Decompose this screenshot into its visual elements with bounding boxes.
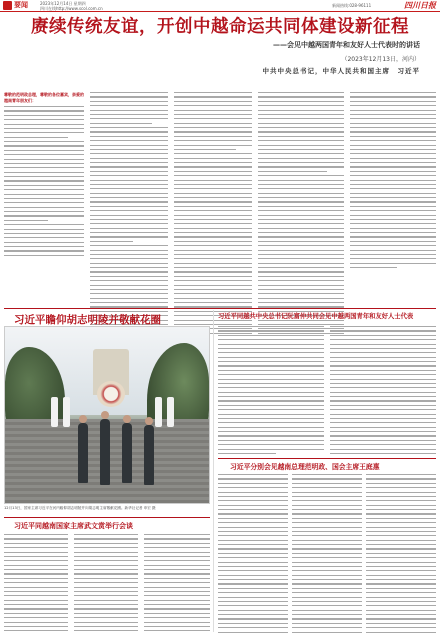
- right-article-col2: [330, 326, 436, 457]
- right-divider: [218, 458, 436, 459]
- masthead: [0, 0, 440, 12]
- issue-date: 2023年12月14日 星期四: [40, 1, 86, 6]
- right-article2-col3: [366, 474, 436, 635]
- bottom-article-col3: [144, 534, 210, 635]
- photo-section-title: 习近平瞻仰胡志明陵并敬献花圈: [14, 314, 161, 326]
- speech-column-2: [90, 92, 168, 337]
- main-headline: 赓续传统友谊，开创中越命运共同体建设新征程: [31, 17, 409, 37]
- right-article2-col1: [218, 474, 288, 635]
- bottom-article-col1: [4, 534, 68, 635]
- right-article-title: 习近平同越共中央总书记阮富仲共同会见中越两国青年和友好人士代表: [218, 313, 414, 320]
- speech-date: （2023年12月13日，河内）: [341, 56, 420, 63]
- section-divider: [4, 308, 436, 309]
- sub-headline: ——会见中越两国青年和友好人士代表时的讲话: [273, 41, 420, 49]
- photo-caption: 12月13日，国家主席习近平在河内瞻仰胡志明陵并向胡志明主席敬献花圈。新华社记者 申宏 摄: [4, 506, 156, 510]
- wreath-image: [97, 381, 125, 407]
- site-url[interactable]: 四川在线http://www.scol.com.cn: [40, 6, 103, 11]
- right-article-col1: [218, 326, 324, 457]
- lead-salutation: 尊敬的范明政总理，尊敬的各位嘉宾，亲爱的越南青年朋友们：: [4, 92, 84, 103]
- speech-column-4: [258, 92, 344, 337]
- bottom-article-col2: [74, 534, 138, 635]
- section-logo: 要闻: [14, 1, 28, 9]
- news-photo: [4, 326, 210, 504]
- logo-icon: [3, 1, 12, 10]
- bottom-divider: [4, 517, 210, 518]
- speech-column-3: [174, 92, 252, 337]
- right-article2-col2: [292, 474, 362, 635]
- paper-name: 四川日报: [404, 0, 436, 10]
- lead-column: [4, 92, 84, 259]
- vertical-divider: [213, 310, 214, 632]
- speech-column-5: [350, 92, 436, 271]
- news-hotline: 新闻热线:028-96111: [332, 3, 372, 8]
- right-article-title-2: 习近平分别会见越南总理范明政、国会主席王庭惠: [230, 463, 380, 471]
- bottom-article-title: 习近平同越南国家主席武文赏举行会谈: [14, 522, 133, 530]
- byline: 中共中央总书记，中华人民共和国主席 习近平: [262, 67, 420, 75]
